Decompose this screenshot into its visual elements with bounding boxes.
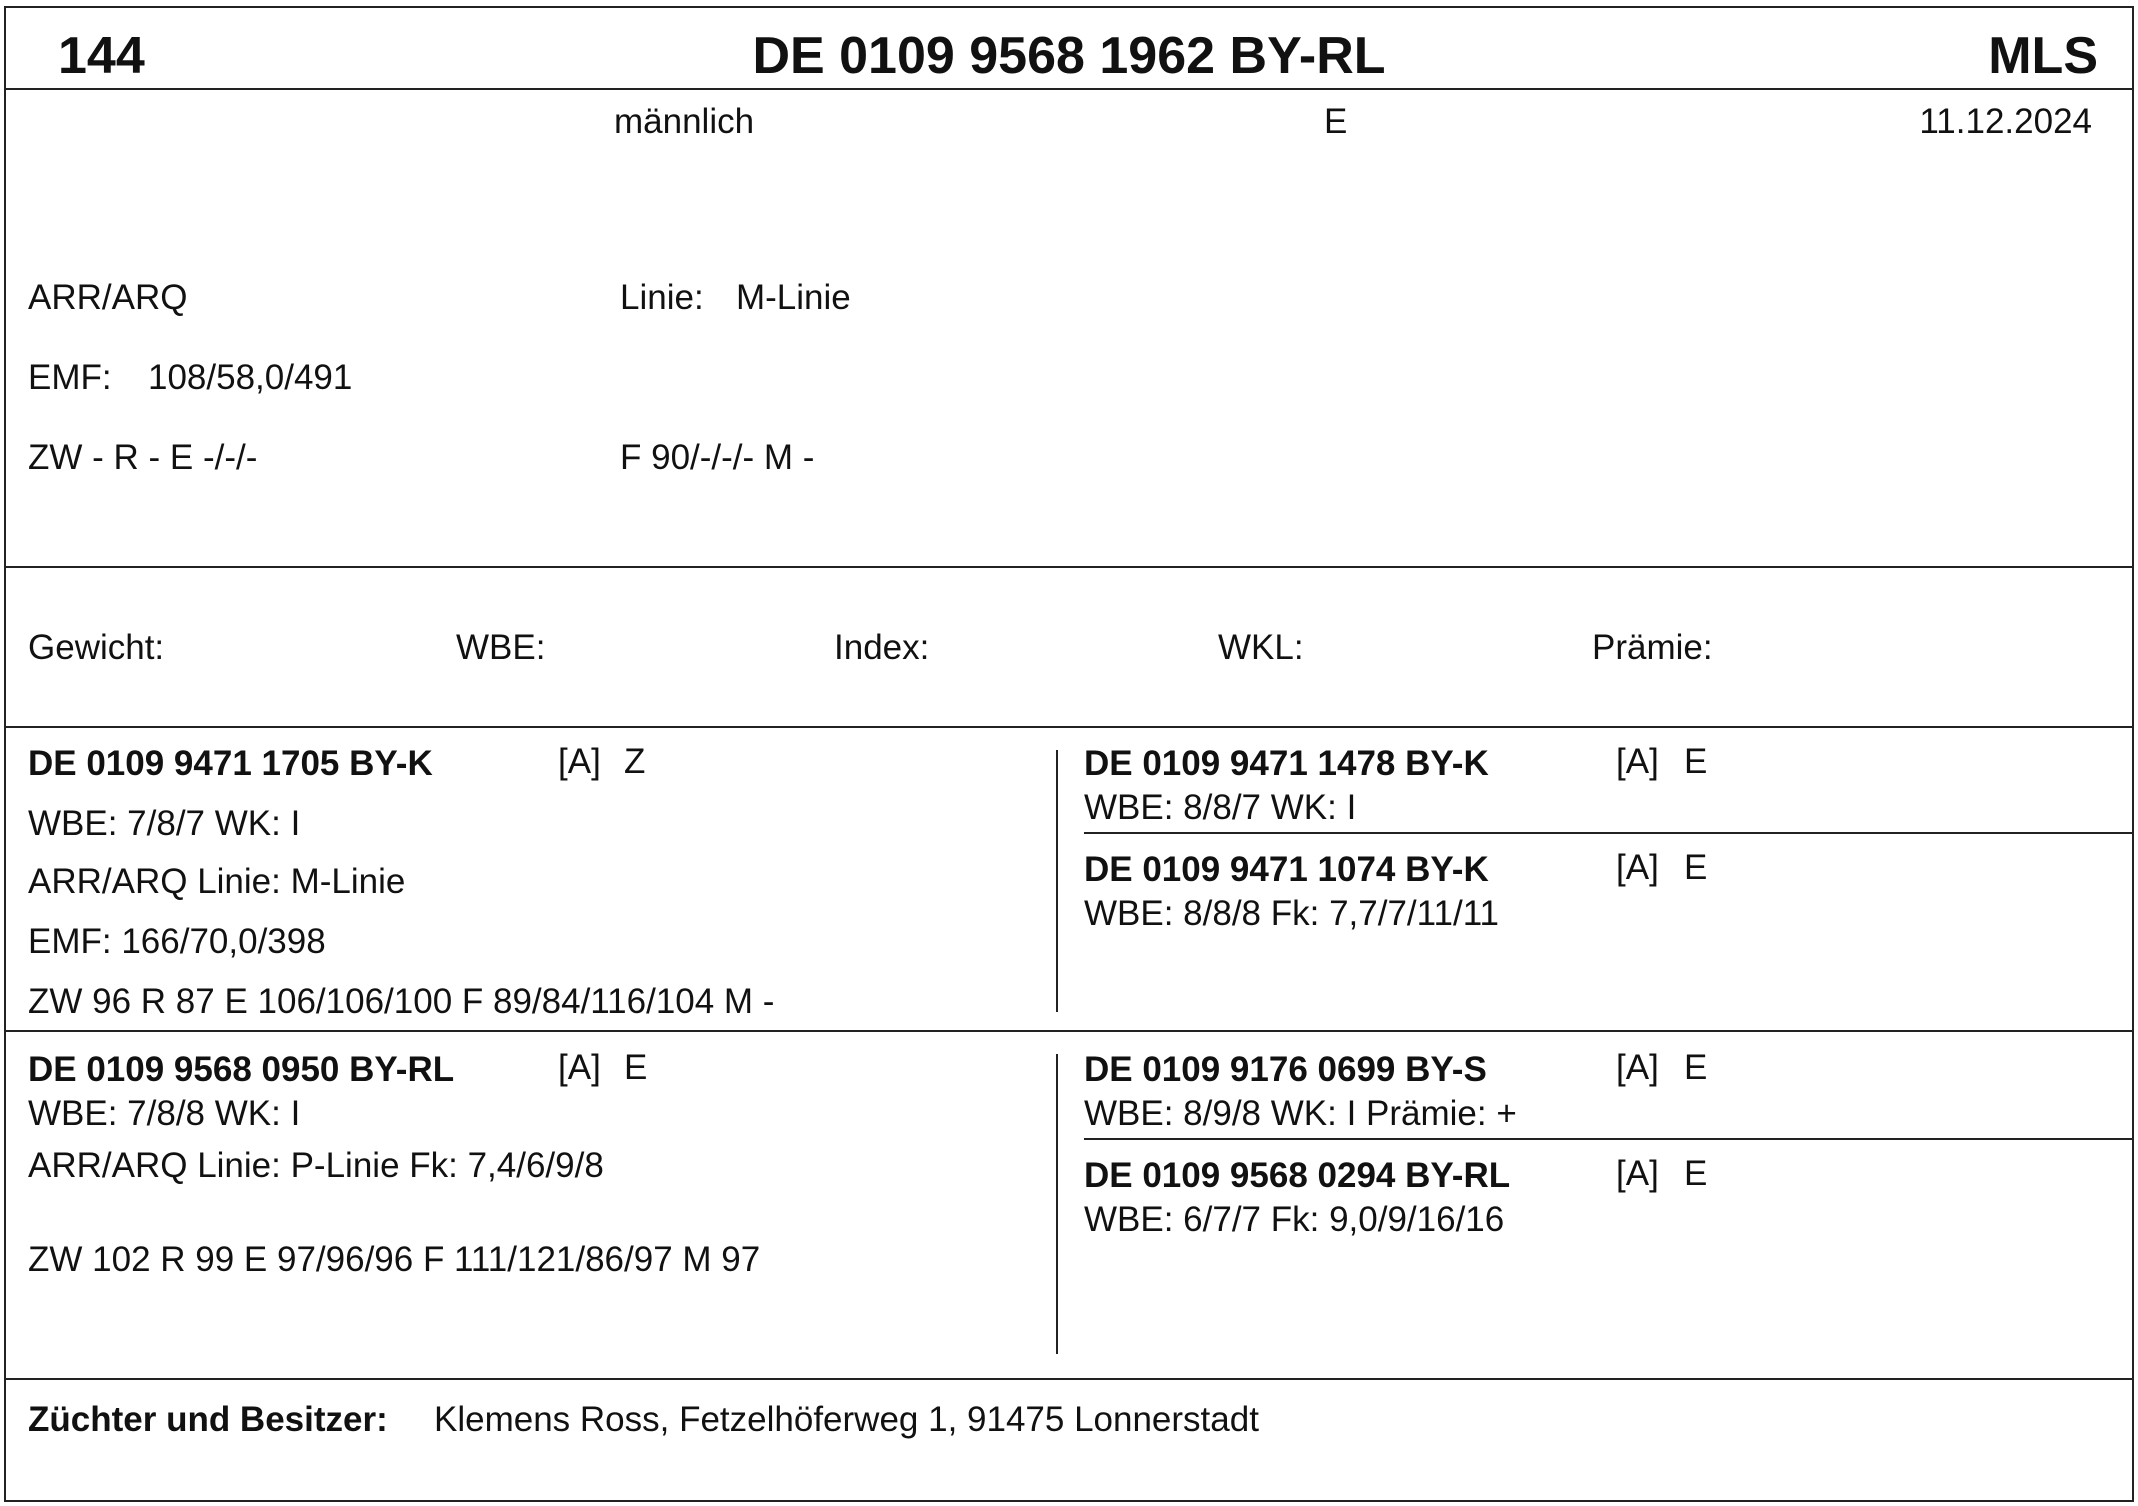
dam-id: DE 0109 9568 0950 BY-RL [28,1050,455,1089]
sire-dam-tag: [A] [1616,848,1659,887]
zw-value: ZW - R - E -/-/- [28,438,258,477]
dam-dam-tag: [A] [1616,1154,1659,1193]
sex-label: männlich [614,102,755,141]
catalog-number: 144 [58,27,145,85]
dam-grade: E [624,1048,648,1087]
line-value: M-Linie [736,278,851,317]
dam-tag: [A] [558,1048,601,1087]
animal-id-title: DE 0109 9568 1962 BY-RL [752,27,1386,85]
sire-sire-tag: [A] [1616,742,1659,781]
dam-line-3: ZW 102 R 99 E 97/96/96 F 111/121/86/97 M 97 [28,1240,761,1279]
gewicht-field: Gewicht: [28,628,165,667]
fields-divider [6,726,2132,728]
emf-label: EMF: [28,358,112,397]
dam-line-2: ARR/ARQ Linie: P-Linie Fk: 7,4/6/9/8 [28,1146,604,1185]
sire-line-3: EMF: 166/70,0/398 [28,922,326,961]
praemie-field: Prämie: [1592,628,1713,667]
breed-code: MLS [1988,27,2098,85]
info-divider [6,566,2132,568]
dam-column-divider [1056,1054,1058,1354]
sire-line-4: ZW 96 R 87 E 106/106/100 F 89/84/116/104 M - [28,982,775,1021]
dam-grandparents-divider [1084,1138,2132,1140]
dam-line-1: WBE: 7/8/8 WK: I [28,1094,301,1133]
dam-sire-line: WBE: 8/9/8 WK: I Prämie: + [1084,1094,1517,1133]
sire-dam-line: WBE: 8/8/8 Fk: 7,7/7/11/11 [1084,894,1500,933]
wkl-field: WKL: [1218,628,1304,667]
animal-catalog-card [4,6,2134,1502]
breeder-label: Züchter und Besitzer: [28,1400,388,1439]
sire-dam-grade: E [1684,848,1708,887]
header-divider [6,88,2132,90]
sire-sire-grade: E [1684,742,1708,781]
dam-dam-grade: E [1684,1154,1708,1193]
breeder-value: Klemens Ross, Fetzelhöferweg 1, 91475 Lonnerstadt [434,1400,1259,1439]
sire-dam-id: DE 0109 9471 1074 BY-K [1084,850,1489,889]
sire-sire-id: DE 0109 9471 1478 BY-K [1084,744,1489,783]
dam-dam-line: WBE: 6/7/7 Fk: 9,0/9/16/16 [1084,1200,1505,1239]
sire-dam-divider [6,1030,2132,1032]
line-label: Linie: [620,278,704,317]
sire-grandparents-divider [1084,832,2132,834]
dam-sire-id: DE 0109 9176 0699 BY-S [1084,1050,1487,1089]
sire-line-2: ARR/ARQ Linie: M-Linie [28,862,406,901]
sire-column-divider [1056,750,1058,1012]
genetics-value: ARR/ARQ [28,278,188,317]
sire-tag: [A] [558,742,601,781]
sire-grade: Z [624,742,646,781]
f-value: F 90/-/-/- M - [620,438,815,477]
sire-sire-line: WBE: 8/8/7 WK: I [1084,788,1357,827]
dam-sire-grade: E [1684,1048,1708,1087]
wbe-field: WBE: [456,628,546,667]
sire-line-1: WBE: 7/8/7 WK: I [28,804,301,843]
date-label: 11.12.2024 [1919,102,2092,141]
emf-value: 108/58,0/491 [148,358,353,397]
grade-label: E [1324,102,1348,141]
breeder-divider [6,1378,2132,1380]
dam-dam-id: DE 0109 9568 0294 BY-RL [1084,1156,1511,1195]
index-field: Index: [834,628,930,667]
sire-id: DE 0109 9471 1705 BY-K [28,744,433,783]
dam-sire-tag: [A] [1616,1048,1659,1087]
